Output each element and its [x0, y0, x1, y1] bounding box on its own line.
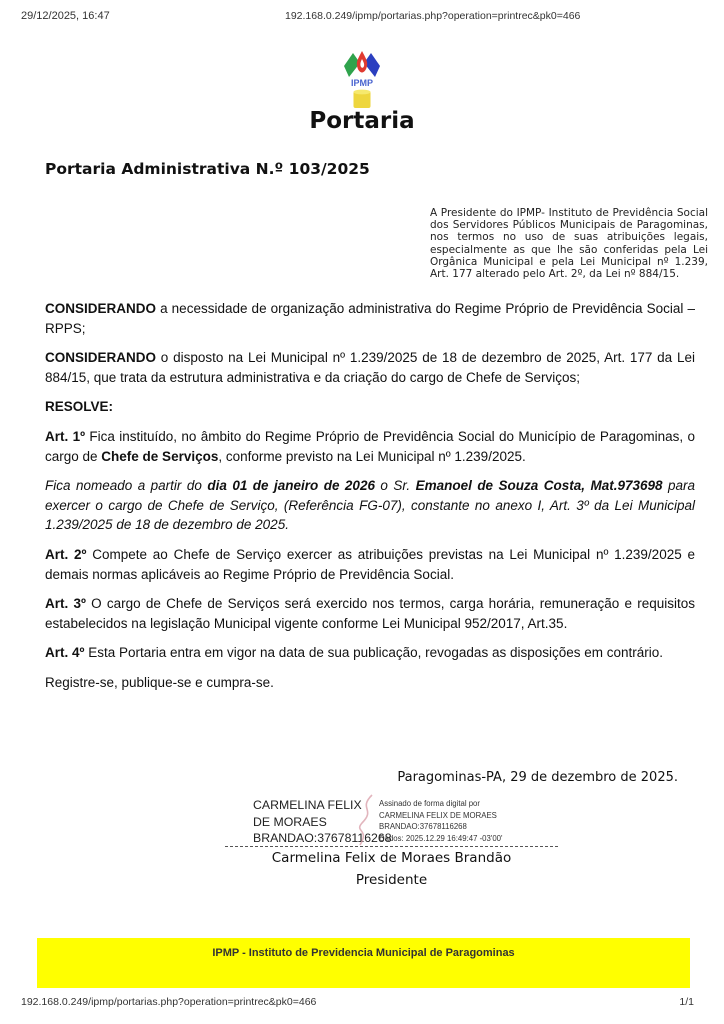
- paragraph-art-3: Art. 3º O cargo de Chefe de Serviços será exercido nos termos, carga horária, remuneração e requisitos estabelecidos na legislação Municipal vigente conforme Lei Municipal 952/2017, Art.35.: [45, 596, 695, 631]
- print-header-url: 192.168.0.249/ipmp/portarias.php?operation=printrec&pk0=466: [285, 10, 581, 22]
- paragraph-art-4: Art. 4º Esta Portaria entra em vigor na data de sua publicação, revogadas as disposições em contrário.: [45, 645, 664, 661]
- ipmp-logo: [335, 50, 389, 115]
- logo-acronym-text: IPMP: [350, 78, 374, 88]
- ipmp-logo-icon: [335, 50, 389, 110]
- paragraph-considerando-2: CONSIDERANDO o disposto na Lei Municipal nº 1.239/2025 de 18 de dezembro de 2025, Art. 177 da Lei 884/15, que trata da estrutura administrativa e da criação do cargo de Chefe de Serviços;: [45, 350, 695, 385]
- paragraph-nomeacao: Fica nomeado a partir do dia 01 de janeiro de 2026 o Sr. Emanoel de Souza Costa, Mat.973698 para exercer o cargo de Chefe de Serviço, (Referência FG-07), constante no anexo I, Art. 3º da Lei Municipal 1.239/2025 de 18 de dezembro de 2025.: [45, 478, 695, 533]
- print-footer-page-indicator: 1/1: [679, 996, 694, 1008]
- digital-signature-details: [379, 798, 529, 844]
- signature-detail-line: Assinado de forma digital por: [379, 799, 480, 808]
- portaria-number-heading: Portaria Administrativa N.º 103/2025: [45, 160, 370, 178]
- signer-role: Presidente: [355, 872, 428, 888]
- logo-cylinder-top: [354, 90, 371, 95]
- paragraph-considerando-1: CONSIDERANDO a necessidade de organização administrativa do Regime Próprio de Previdência Social – RPPS;: [45, 301, 695, 336]
- paragraph-resolve: RESOLVE:: [45, 399, 114, 415]
- dateline: Paragominas-PA, 29 de dezembro de 2025.: [397, 770, 678, 785]
- signer-name: Carmelina Felix de Moraes Brandão: [271, 850, 512, 866]
- paragraph-art-1: Art. 1º Fica instituído, no âmbito do Regime Próprio de Previdência Social do Município de Paragominas, o cargo de Chefe de Serviços, conforme previsto na Lei Municipal nº 1.239/2025.: [45, 428, 695, 464]
- print-header-datetime: 29/12/2025, 16:47: [21, 10, 110, 22]
- paragraph-registre-se: Registre-se, publique-se e cumpra-se.: [45, 674, 274, 690]
- page-title: Portaria: [309, 108, 415, 134]
- footer-banner-text: IPMP - Instituto de Previdencia Municipal de Paragominas: [212, 947, 515, 959]
- footer-banner: [37, 938, 690, 988]
- signature-detail-line: BRANDAO:37678116268: [379, 822, 467, 832]
- document-body: [45, 299, 695, 703]
- signature-detail-line: Dados: 2025.12.29 16:49:47 -03'00': [379, 833, 503, 843]
- preamble-paragraph: A Presidente do IPMP- Instituto de Previdência Social dos Servidores Públicos Municipais de Paragominas, nos termos no uso de suas atribuições legais, especialmente as que lhe são conferidas pela Lei Orgânica Municipal e pela Lei Municipal nº 1.239, Art. 177 alterado pelo Art. 2º, da Lei nº 884/15.: [430, 207, 708, 281]
- print-footer-url: 192.168.0.249/ipmp/portarias.php?operation=printrec&pk0=466: [21, 996, 317, 1008]
- digital-signature-stamp-name: CARMELINA FELIX DE MORAES BRANDAO:37678116268: [253, 798, 392, 845]
- signature-line: [225, 841, 558, 847]
- paragraph-art-2: Art. 2º Compete ao Chefe de Serviço exercer as atribuições previstas na Lei Municipal nº 1.239/2025 e demais normas aplicáveis ao Regime Próprio de Previdência Social.: [45, 546, 695, 582]
- signature-detail-line: CARMELINA FELIX DE MORAES: [379, 810, 497, 820]
